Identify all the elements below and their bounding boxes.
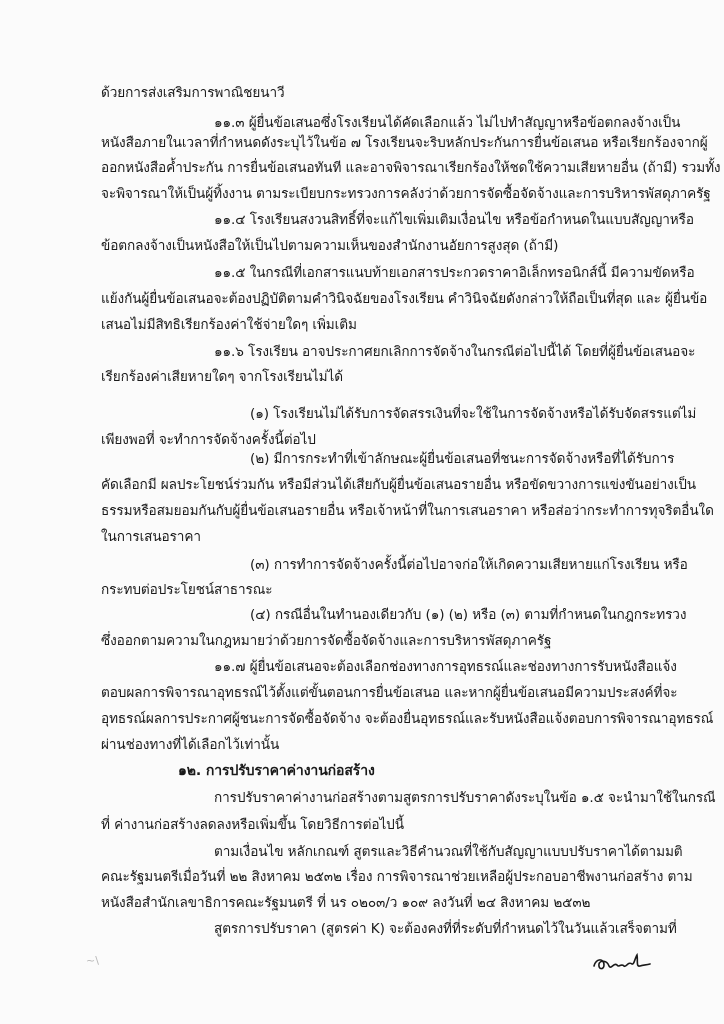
text-line: จะพิจารณาให้เป็นผู้ทิ้งงาน ตามระเบียบกระทรวงการคลังว่าด้วยการจัดซื้อจัดจ้างและการบริหารพัสดุภาครัฐ: [101, 186, 711, 202]
text-line: อุทธรณ์ผลการประกาศผู้ชนะการจัดซื้อจัดจ้าง จะต้องยื่นอุทธรณ์และรับหนังสือแจ้งตอบการพิจารณาอุทธรณ์: [101, 711, 714, 727]
text-line: สูตรการปรับราคา (สูตรค่า K) จะต้องคงที่ที่ระดับที่กำหนดไว้ในวันแล้วเสร็จตามที่: [214, 921, 677, 937]
sub-clause-2: (๒) มีการกระทำที่เข้าลักษณะผู้ยื่นข้อเสนอที่ชนะการจัดจ้างหรือที่ได้รับการ: [250, 451, 675, 467]
text-line: ออกหนังสือค้ำประกัน การยื่นข้อเสนอทันที และอาจพิจารณาเรียกร้องให้ชดใช้ความเสียหายอื่น (ถ้ามี) รวมทั้ง: [101, 160, 721, 176]
signature-icon: [590, 948, 652, 974]
text-line: ตามเงื่อนไข หลักเกณฑ์ สูตรและวิธีคำนวณที่ใช้กับสัญญาแบบปรับราคาได้ตามมติ: [214, 844, 683, 860]
text-line: ธรรมหรือสมยอมกันกับผู้ยื่นข้อเสนอรายอื่น หรือเจ้าหน้าที่ในการเสนอราคา หรือส่อว่ากระทำการทุจริตอื่นใด: [101, 503, 714, 519]
text-line: ข้อตกลงจ้างเป็นหนังสือให้เป็นไปตามความเห็นของสำนักงานอัยการสูงสุด (ถ้ามี): [101, 238, 559, 254]
clause-11-7: ๑๑.๗ ผู้ยื่นข้อเสนอจะต้องเลือกช่องทางการอุทธรณ์และช่องทางการรับหนังสือแจ้ง: [214, 659, 677, 675]
text-line: แย้งกันผู้ยื่นข้อเสนอจะต้องปฏิบัติตามคำวินิจฉัยของโรงเรียน คำวินิจฉัยดังกล่าวให้ถือเป็นที่สุด และ ผู้ยื่นข้อ: [101, 291, 708, 307]
sub-clause-4: (๔) กรณีอื่นในทำนองเดียวกับ (๑) (๒) หรือ (๓) ตามที่กำหนดในกฎกระทรวง: [250, 607, 687, 623]
sub-clause-3: (๓) การทำการจัดจ้างครั้งนี้ต่อไปอาจก่อให้เกิดความเสียหายแก่โรงเรียน หรือ: [250, 557, 688, 573]
clause-11-5: ๑๑.๕ ในกรณีที่เอกสารแนบท้ายเอกสารประกวดราคาอิเล็กทรอนิกส์นี้ มีความขัดหรือ: [214, 265, 695, 281]
text-line: ผ่านช่องทางที่ได้เลือกไว้เท่านั้น: [101, 737, 280, 753]
text-line: ตอบผลการพิจารณาอุทธรณ์ไว้ตั้งแต่ขั้นตอนการยื่นข้อเสนอ และหากผู้ยื่นข้อเสนอมีความประสงค์ที่จะ: [101, 685, 678, 701]
text-line: เสนอไม่มีสิทธิเรียกร้องค่าใช้จ่ายใดๆ เพิ่มเติม: [101, 317, 357, 333]
text-line: ด้วยการส่งเสริมการพาณิชยนาวี: [101, 85, 285, 101]
scan-mark: ~\: [86, 954, 99, 967]
sub-clause-1: (๑) โรงเรียนไม่ได้รับการจัดสรรเงินที่จะใช้ในการจัดจ้างหรือได้รับจัดสรรแต่ไม่: [250, 406, 697, 422]
text-line: เพียงพอที่ จะทำการจัดจ้างครั้งนี้ต่อไป: [101, 432, 316, 448]
text-line: การปรับราคาค่างานก่อสร้างตามสูตรการปรับราคาดังระบุในข้อ ๑.๕ จะนำมาใช้ในกรณี: [214, 790, 716, 806]
text-line: หนังสือสำนักเลขาธิการคณะรัฐมนตรี ที่ นร ๐๒๐๓/ว ๑๐๙ ลงวันที่ ๒๔ สิงหาคม ๒๕๓๒: [101, 895, 591, 911]
text-line: ซึ่งออกตามความในกฎหมายว่าด้วยการจัดซื้อจัดจ้างและการบริหารพัสดุภาครัฐ: [101, 633, 552, 649]
clause-11-4: ๑๑.๔ โรงเรียนสงวนสิทธิ์ที่จะแก้ไขเพิ่มเติมเงื่อนไข หรือข้อกำหนดในแบบสัญญาหรือ: [214, 212, 694, 228]
section-heading-12: ๑๒. การปรับราคาค่างานก่อสร้าง: [178, 763, 375, 779]
text-line: ที่ ค่างานก่อสร้างลดลงหรือเพิ่มขึ้น โดยวิธีการต่อไปนี้: [101, 817, 404, 833]
text-line: เรียกร้องค่าเสียหายใดๆ จากโรงเรียนไม่ได้: [101, 369, 343, 385]
clause-11-3: ๑๑.๓ ผู้ยื่นข้อเสนอซึ่งโรงเรียนได้คัดเลือกแล้ว ไม่ไปทำสัญญาหรือข้อตกลงจ้างเป็น: [214, 115, 681, 131]
text-line: คณะรัฐมนตรีเมื่อวันที่ ๒๒ สิงหาคม ๒๕๓๒ เรื่อง การพิจารณาช่วยเหลือผู้ประกอบอาชีพงานก่อสร้าง ตาม: [101, 869, 693, 885]
text-line: คัดเลือกมี ผลประโยชน์ร่วมกัน หรือมีส่วนได้เสียกับผู้ยื่นข้อเสนอรายอื่น หรือขัดขวางการแข่งขันอย่างเป็น: [101, 477, 696, 493]
clause-11-6: ๑๑.๖ โรงเรียน อาจประกาศยกเลิกการจัดจ้างในกรณีต่อไปนี้ได้ โดยที่ผู้ยื่นข้อเสนอจะ: [214, 344, 696, 360]
text-line: ในการเสนอราคา: [101, 529, 201, 545]
text-line: หนังสือภายในเวลาที่กำหนดดังระบุไว้ในข้อ ๗ โรงเรียนจะริบหลักประกันการยื่นข้อเสนอ หรือเรียกร้องจากผู้: [101, 135, 708, 151]
text-line: กระทบต่อประโยชน์สาธารณะ: [101, 582, 273, 598]
